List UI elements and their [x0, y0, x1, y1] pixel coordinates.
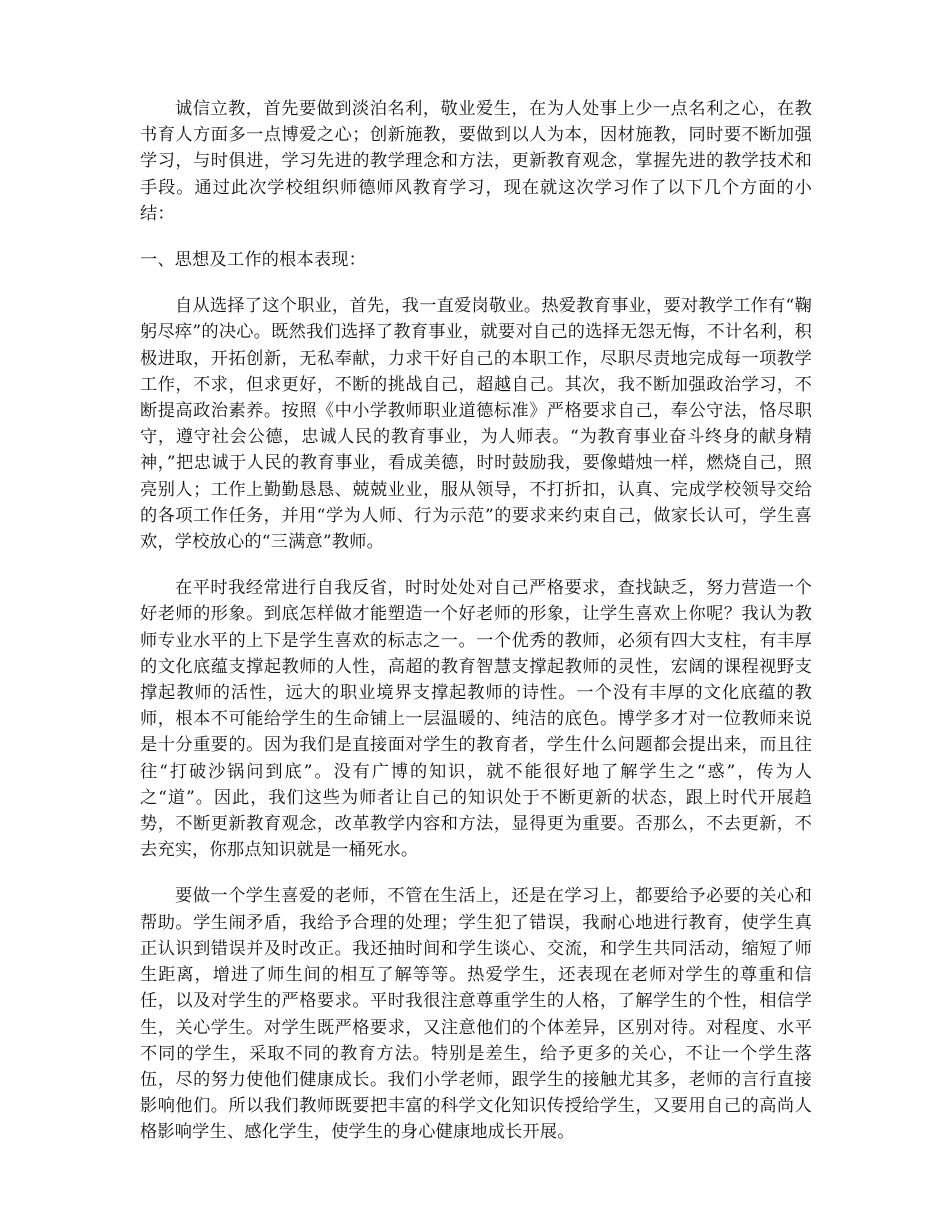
section-heading: 一、思想及工作的根本表现： [140, 250, 367, 271]
body-paragraph-3: 要做一个学生喜爱的老师，不管在生活上，还是在学习上，都要给予必要的关心和帮助。学生闹矛盾，我给予合理的处理；学生犯了错误，我耐心地进行教育，使学生真正认识到错误并及时改正。我还抽时间和学生谈心、交流，和学生共同活动，缩短了师生距离，增进了师生间的相互了解等等。热爱学生，还表现在老师对学生的尊重和信任，以及对学生的严格要求。平时我很注意尊重学生的人格，了解学生的个性，相信学生，关心学生。对学生既严格要求，又注意他们的个体差异，区别对待。对程度、水平不同的学生，采取不同的教育方法。特别是差生，给予更多的关心，不让一个学生落伍，尽的努力使他们健康成长。我们小学老师，跟学生的接触尤其多，老师的言行直接影响他们。所以我们教师既要把丰富的科学文化知识传授给学生，又要用自己的高尚人格影响学生、感化学生，使学生的身心健康地成长开展。 [140, 886, 812, 1143]
intro-paragraph: 诚信立教，首先要做到淡泊名利，敬业爱生，在为人处事上少一点名利之心，在教书育人方面多一点博爱之心；创新施教，要做到以人为本，因材施教，同时要不断加强学习，与时俱进，学习先进的教学理念和方法，更新教育观念，掌握先进的教学技术和手段。通过此次学校组织师德师风教育学习，现在就这次学习作了以下几个方面的小结： [140, 99, 812, 224]
body-paragraph-2: 在平时我经常进行自我反省，时时处处对自己严格要求，查找缺乏，努力营造一个好老师的形象。到底怎样做才能塑造一个好老师的形象，让学生喜欢上你呢？我认为教师专业水平的上下是学生喜欢的标志之一。一个优秀的教师，必须有四大支柱，有丰厚的文化底蕴支撑起教师的人性，高超的教育智慧支撑起教师的灵性，宏阔的课程视野支撑起教师的活性，远大的职业境界支撑起教师的诗性。一个没有丰厚的文化底蕴的教师，根本不可能给学生的生命铺上一层温暖的、纯洁的底色。博学多才对一位教师来说是十分重要的。因为我们是直接面对学生的教育者，学生什么问题都会提出来，而且往往“打破沙锅问到底”。没有广博的知识，就不能很好地了解学生之“惑”，传为人之“道”。因此，我们这些为师者让自己的知识处于不断更新的状态，跟上时代开展趋势，不断更新教育观念，改革教学内容和方法，显得更为重要。否那么，不去更新，不去充实，你那点知识就是一桶死水。 [140, 578, 812, 861]
document-page [140, 96, 812, 1166]
body-paragraph-1: 自从选择了这个职业，首先，我一直爱岗敬业。热爱教育事业，要对教学工作有“鞠躬尽瘁”的决心。既然我们选择了教育事业，就要对自己的选择无怨无悔，不计名利，积极进取，开拓创新，无私奉献，力求干好自己的本职工作，尽职尽责地完成每一项教学工作，不求，但求更好，不断的挑战自己，超越自己。其次，我不断加强政治学习，不断提高政治素养。按照《中小学教师职业道德标准》严格要求自己，奉公守法，恪尽职守，遵守社会公德，忠诚人民的教育事业，为人师表。“为教育事业奋斗终身的献身精神，”把忠诚于人民的教育事业，看成美德，时时鼓励我，要像蜡烛一样，燃烧自己，照亮别人；工作上勤勤恳恳、兢兢业业，服从领导，不打折扣，认真、完成学校领导交给的各项工作任务，并用“学为人师、行为示范”的要求来约束自己，做家长认可，学生喜欢，学校放心的“三满意”教师。 [140, 296, 812, 553]
